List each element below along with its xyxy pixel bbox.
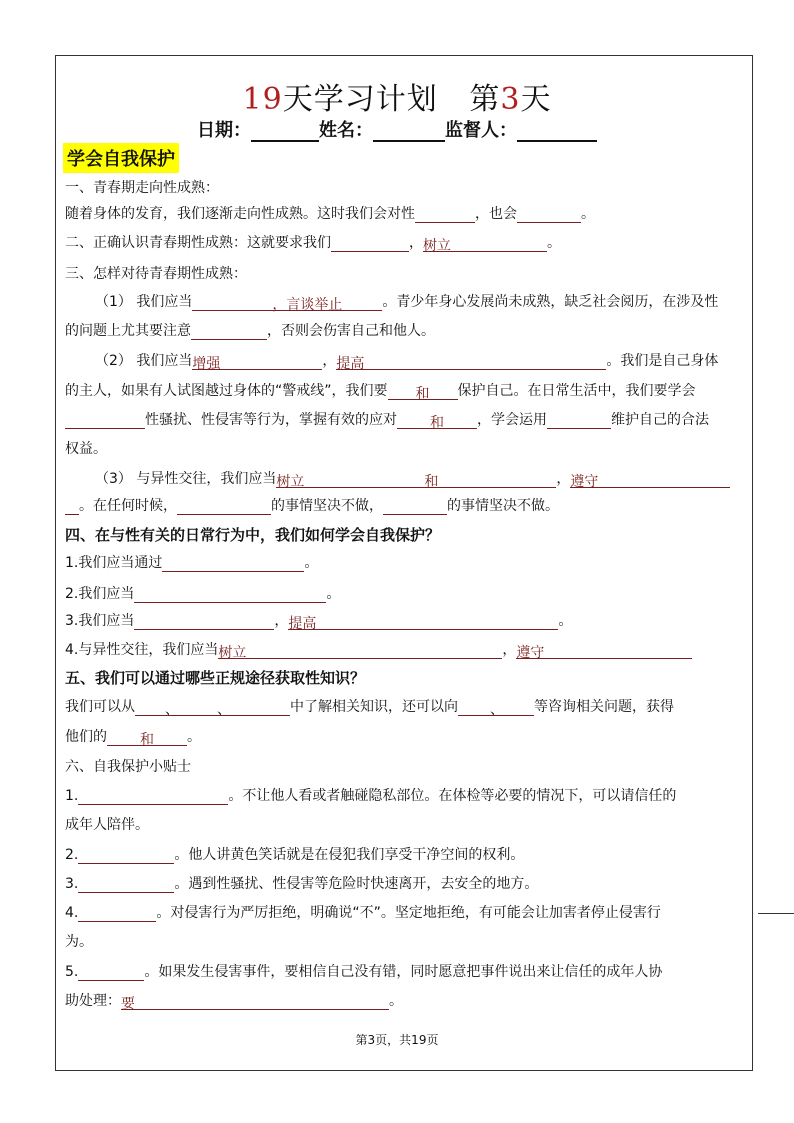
supervisor-field[interactable] [517,122,597,142]
s3-p2c: 的主人，如果有人试图越过身体的“警戒线”，我们要 和 保护自己。在日常生活中，我们要学会 [65,383,696,402]
blank[interactable]: 增强 [192,353,322,370]
s4-l1: 1.我们应当通过 。 [65,555,319,571]
s4-l3: 3.我们应当 ，提高 。 [65,613,573,632]
s2-line: 二、正确认识青春期性成熟：这就要求我们 ，树立 。 [65,235,561,254]
s3-p2e: 性骚扰、性侵害等行为，掌握有效的应对 和 ，学会运用 维护自己的合法 [65,409,709,429]
blank[interactable]: 和 [107,729,187,746]
blank[interactable] [134,613,274,630]
s3-heading: 三、怎样对待青春期性成熟： [65,266,247,282]
s5-line-a: 我们可以从 、 、 中了解相关知识，还可以向 、 等咨询相关问题，获得 [65,699,674,718]
blank[interactable]: 和 [397,412,477,429]
s1-line: 随着身体的发育，我们逐渐走向性成熟。这时我们会对性 ，也会 。 [65,206,595,222]
blank[interactable] [383,498,447,515]
blank[interactable]: 树立 [423,235,547,252]
blank[interactable] [162,555,304,572]
blank[interactable] [65,412,145,429]
s1-heading: 一、青春期走向性成熟： [65,180,219,196]
s6-t5c: 助处理：要 。 [65,993,403,1012]
blank[interactable]: 遵守 [570,471,730,488]
s4-l2: 2.我们应当 。 [65,586,341,602]
s6-t2: 2. 。他人讲黄色笑话就是在侵犯我们享受干净空间的权利。 [65,847,525,863]
blank[interactable] [177,498,271,515]
s6-t5: 5. 。如果发生侵害事件，要相信自己没有错，同时愿意把事件说出来让信任的成年人协 [65,964,663,980]
blank[interactable]: 要 [121,993,389,1010]
s5-line-b: 他们的 和 。 [65,729,201,748]
blank[interactable] [78,964,144,981]
s3-p1c: 的问题上尤其要注意 ，否则会伤害自己和他人。 [65,323,435,339]
blank[interactable] [78,788,228,805]
blank[interactable]: 、 、 [135,699,290,716]
blank[interactable] [415,206,475,223]
blank[interactable] [547,412,611,429]
blank[interactable]: ，言谈举止 [272,294,382,311]
s6-t3: 3. 。遇到性骚扰、性侵害等危险时快速离开，去安全的地方。 [65,876,539,892]
blank[interactable]: 树立 和 [276,471,556,488]
blank[interactable] [78,876,174,893]
page-footer: 第3页，共19页 [355,1033,439,1047]
blank[interactable] [517,206,581,223]
blank[interactable] [78,847,174,864]
blank[interactable] [65,498,79,515]
section-heading: 学会自我保护 [63,143,179,173]
s6-heading: 六、自我保护小贴士 [65,759,191,775]
s6-t1c: 成年人陪伴。 [65,817,149,833]
date-field[interactable] [251,122,319,142]
blank[interactable]: 和 [388,383,458,400]
name-field[interactable] [373,122,445,142]
meta-row: 日期： 姓名： 监督人： [197,116,597,142]
s3-p2h: 权益。 [65,441,107,457]
s3-p1a: （1） 我们应当 ，言谈举止 。青少年身心发展尚未成熟，缺乏社会阅历，在涉及性 [95,294,719,313]
s6-t4c: 为。 [65,934,93,950]
s4-l4: 4.与异性交往，我们应当树立 ，遵守 [65,639,692,659]
blank[interactable]: 提高 [288,613,558,630]
blank[interactable]: 遵守 [516,642,692,659]
blank[interactable] [191,323,267,340]
s3-p3b: 。在任何时候， 的事情坚决不做， 的事情坚决不做。 [65,495,559,515]
blank[interactable]: 、 [458,699,534,716]
margin-mark [758,913,794,914]
s6-t4: 4. 。对侵害行为严厉拒绝，明确说“不”。坚定地拒绝，有可能会让加害者停止侵害行 [65,905,661,921]
s3-p3a: （3） 与异性交往，我们应当树立 和 ，遵守 [95,468,730,488]
page-title: 19天学习计划 第3天 [242,82,552,117]
blank[interactable]: 提高 [336,353,606,370]
blank[interactable] [134,586,326,603]
s5-heading: 五、我们可以通过哪些正规途径获取性知识？ [65,669,366,687]
s6-t1: 1. 。不让他人看或者触碰隐私部位。在体检等必要的情况下，可以请信任的 [65,788,677,804]
blank[interactable] [192,294,272,311]
s4-heading: 四、在与性有关的日常行为中，我们如何学会自我保护？ [65,526,441,544]
blank[interactable] [331,235,409,252]
s3-p2a: （2） 我们应当增强 ，提高 。我们是自己身体 [95,353,719,372]
blank[interactable]: 树立 [218,642,502,659]
blank[interactable] [78,905,156,922]
